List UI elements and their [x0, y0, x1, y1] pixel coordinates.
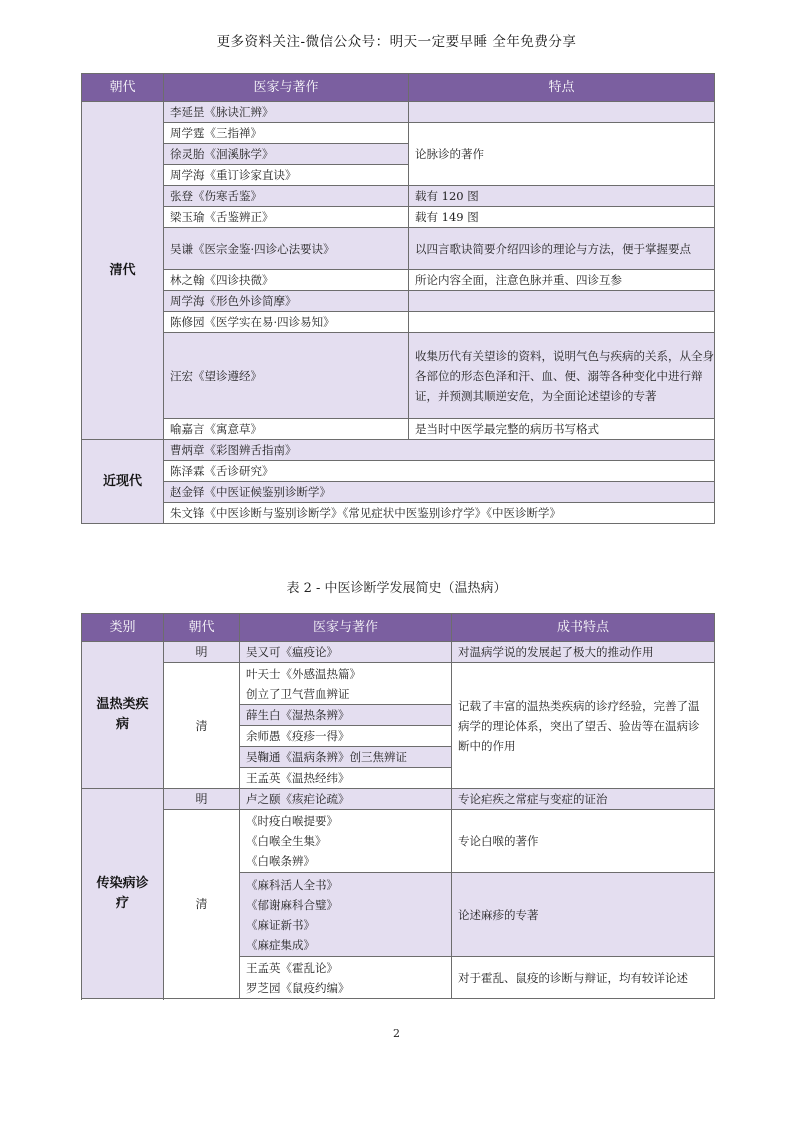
- page-header: 更多资料关注-微信公众号：明天一定要早睡 全年免费分享: [216, 34, 577, 50]
- work-cell: [240, 957, 452, 999]
- work-cell: 周学霆《三指禅》: [164, 123, 409, 144]
- col-header-dynasty: 朝代: [82, 74, 164, 102]
- work-cell: [240, 663, 452, 705]
- work-cell: 梁玉瑜《舌鉴辨正》: [164, 207, 409, 228]
- work-cell: 周学海《重订诊家直诀》: [164, 165, 409, 186]
- feature-cell: 载有 120 图: [409, 186, 715, 207]
- work-cell: 张登《伤寒舌鉴》: [164, 186, 409, 207]
- dynasty-qing: 清: [164, 810, 240, 999]
- work-line: 创立了卫气营血辨证: [246, 686, 350, 701]
- work-cell: 朱文锋《中医诊断与鉴别诊断学》《常见症状中医鉴别诊疗学》《中医诊断学》: [164, 503, 715, 524]
- feature-cell: 对温病学说的发展起了极大的推动作用: [452, 642, 715, 663]
- work-cell: 曹炳章《彩图辨舌指南》: [164, 440, 715, 461]
- work-line: 王孟英《霍乱论》: [246, 960, 338, 975]
- feature-cell: 记载了丰富的温热类疾病的诊疗经验，完善了温病学的理论体系，突出了望舌、验齿等在温病诊断中的作用: [452, 663, 715, 789]
- work-cell: 陈泽霖《舌诊研究》: [164, 461, 715, 482]
- work-cell: 李延昰《脉诀汇辨》: [164, 102, 409, 123]
- feature-cell: 是当时中医学最完整的病历书写格式: [409, 419, 715, 440]
- work-cell: 汪宏《望诊遵经》: [164, 333, 409, 419]
- col-header-category: 类别: [82, 614, 164, 642]
- work-cell: 王孟英《温热经纬》: [240, 768, 452, 789]
- dynasty-qing: 清: [164, 663, 240, 789]
- feature-cell: [409, 102, 715, 123]
- work-cell: 吴鞠通《温病条辨》创三焦辨证: [240, 747, 452, 768]
- feature-cell: 对于霍乱、鼠疫的诊断与辩证，均有较详论述: [452, 957, 715, 999]
- col-header-dynasty: 朝代: [164, 614, 240, 642]
- col-header-features: 特点: [409, 74, 715, 102]
- col-header-physician-works: 医家与著作: [240, 614, 452, 642]
- work-line: 叶天士《外感温热篇》: [246, 666, 361, 681]
- work-cell: [240, 873, 452, 957]
- feature-cell: 专论白喉的著作: [452, 810, 715, 873]
- feature-cell: 收集历代有关望诊的资料，说明气色与疾病的关系，从全身各部位的形态色泽和汗、血、便、溺等各种变化中进行辩证，并预测其顺逆安危，为全面论述望诊的专著: [409, 333, 715, 419]
- work-cell: 陈修园《医学实在易·四诊易知》: [164, 312, 409, 333]
- feature-cell: 论脉诊的著作: [409, 123, 715, 186]
- category-line: 温热类疾病: [96, 697, 149, 732]
- feature-cell: [409, 312, 715, 333]
- work-cell: 徐灵胎《洄溪脉学》: [164, 144, 409, 165]
- work-line: 《郁谢麻科合璧》: [246, 897, 338, 912]
- feature-cell: 所论内容全面，注意色脉并重、四诊互参: [409, 270, 715, 291]
- era-qing: 清代: [82, 102, 164, 440]
- feature-cell: 专论疟疾之常症与变症的证治: [452, 789, 715, 810]
- table2-caption: 表 2 - 中医诊断学发展简史（温热病）: [286, 581, 507, 596]
- work-cell: 喻嘉言《寓意草》: [164, 419, 409, 440]
- work-cell: 余师愚《疫疹一得》: [240, 726, 452, 747]
- era-modern: 近现代: [82, 440, 164, 524]
- work-cell: [240, 810, 452, 873]
- feature-cell: 论述麻疹的专著: [452, 873, 715, 957]
- category-warm-disease: [82, 642, 164, 789]
- work-cell: 吴又可《瘟疫论》: [240, 642, 452, 663]
- category-line: 传染病诊疗: [96, 875, 149, 911]
- dynasty-ming: 明: [164, 789, 240, 810]
- work-line: 《麻证新书》: [246, 917, 315, 932]
- work-line: 罗芝园《鼠疫约编》: [246, 980, 350, 995]
- work-cell: 周学海《形色外诊简摩》: [164, 291, 409, 312]
- feature-cell: 以四言歌诀简要介绍四诊的理论与方法，便于掌握要点: [409, 228, 715, 270]
- work-line: 《白喉全生集》: [246, 834, 327, 848]
- category-infectious-disease: [82, 789, 164, 999]
- col-header-physician-works: 医家与著作: [164, 74, 409, 102]
- warm-disease-history-table: [81, 613, 715, 999]
- work-cell: 吴谦《医宗金鉴·四诊心法要诀》: [164, 228, 409, 270]
- col-header-book-features: 成书特点: [452, 614, 715, 642]
- feature-cell: [409, 291, 715, 312]
- work-line: 《麻科活人全书》: [246, 877, 338, 892]
- work-cell: 林之翰《四诊抉微》: [164, 270, 409, 291]
- feature-cell: 载有 149 图: [409, 207, 715, 228]
- work-cell: 卢之颐《痎疟论疏》: [240, 789, 452, 810]
- work-line: 《时疫白喉提要》: [246, 814, 338, 828]
- diagnosis-history-table-qing: [81, 73, 715, 524]
- dynasty-ming: 明: [164, 642, 240, 663]
- work-line: 《白喉条辨》: [246, 854, 315, 868]
- work-cell: 赵金铎《中医证候鉴别诊断学》: [164, 482, 715, 503]
- work-cell: 薛生白《湿热条辨》: [240, 705, 452, 726]
- work-line: 《麻症集成》: [246, 937, 315, 952]
- page-number: 2: [393, 1027, 400, 1040]
